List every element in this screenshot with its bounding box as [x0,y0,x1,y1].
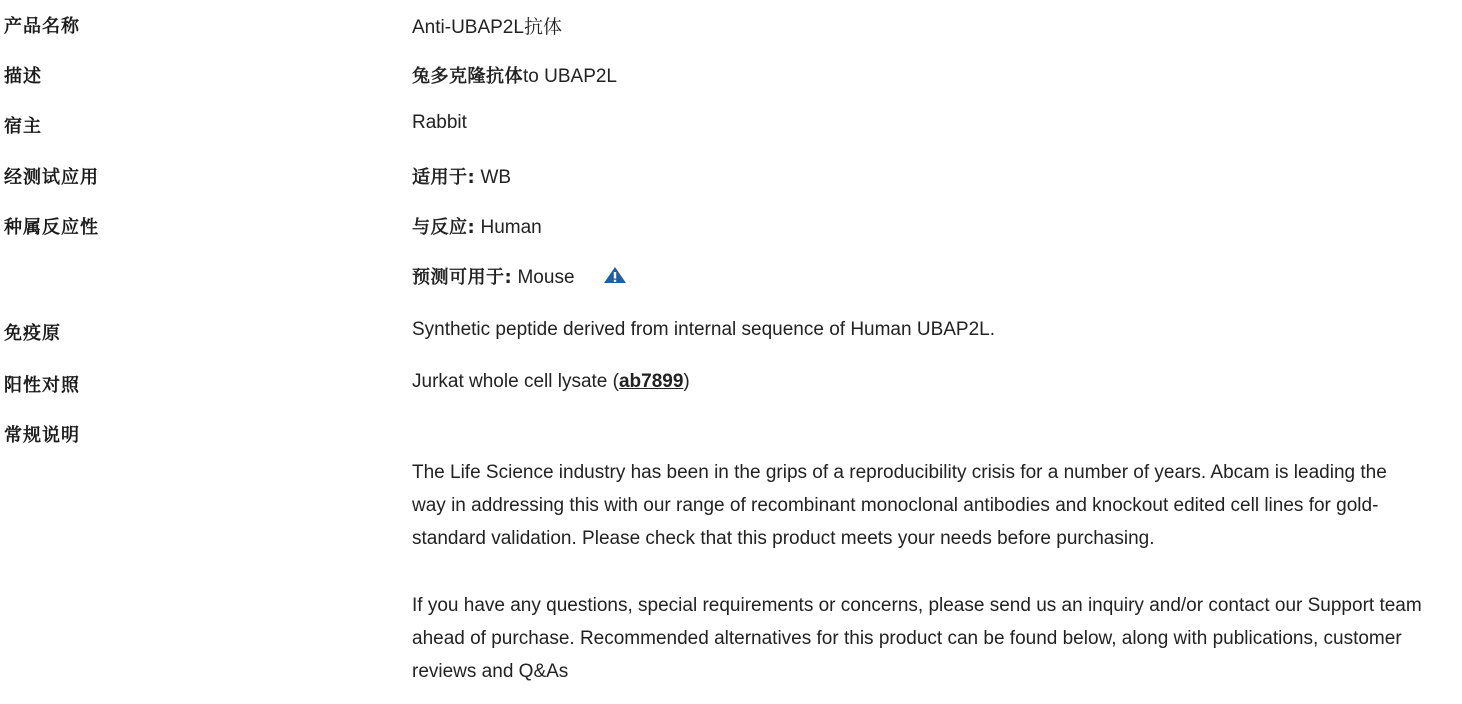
spec-value-text: Mouse [512,267,575,288]
spec-value [412,213,542,239]
spec-value-text: WB [475,167,512,188]
product-link-ab7899[interactable]: ab7899 [618,371,684,392]
spec-value: Anti-UBAP2L抗体 [412,17,562,38]
spec-label: 种属反应性 [4,217,99,238]
spec-label: 阳性对照 [4,375,80,396]
spec-label: 免疫原 [4,323,61,344]
spec-value: Synthetic peptide derived from internal sequence of Human UBAP2L. [412,319,995,340]
spec-value [412,263,627,290]
spec-value-text: Human [475,217,542,238]
spec-label: 常规说明 [4,425,80,446]
spec-value-prefix: 与反应: [412,217,476,238]
general-notes-paragraph: The Life Science industry has been in the grips of a reproducibility crisis for a number of years. Abcam is leading the way in addressing this with our range of recombinant monoclonal antibodies and knockout edited cell lines for gold-standard validation. Please check that this product meets your needs before purchasing. [412,462,1387,549]
spec-value [412,371,690,393]
spec-label: 宿主 [4,116,42,137]
spec-label: 产品名称 [4,16,80,37]
spec-value-prefix: 兔多克隆抗体 [412,66,523,87]
spec-value-text: Jurkat whole cell lysate ( [412,371,619,392]
warning-triangle-icon[interactable] [603,266,627,290]
spec-value-suffix: ) [683,371,690,392]
spec-value: Rabbit [412,112,467,133]
spec-value-prefix: 预测可用于: [412,267,513,288]
spec-label: 描述 [4,66,42,87]
general-notes-paragraph: If you have any questions, special requirements or concerns, please send us an inquiry and/or contact our Support team ahead of purchase. Recommended alternatives for this product can be found below, along with publications, customer reviews and Q&As [412,595,1422,682]
spec-label: 经测试应用 [4,167,99,188]
spec-value [412,62,617,88]
spec-value-text: to UBAP2L [523,66,617,87]
spec-value [412,163,511,189]
spec-value-prefix: 适用于: [412,167,476,188]
